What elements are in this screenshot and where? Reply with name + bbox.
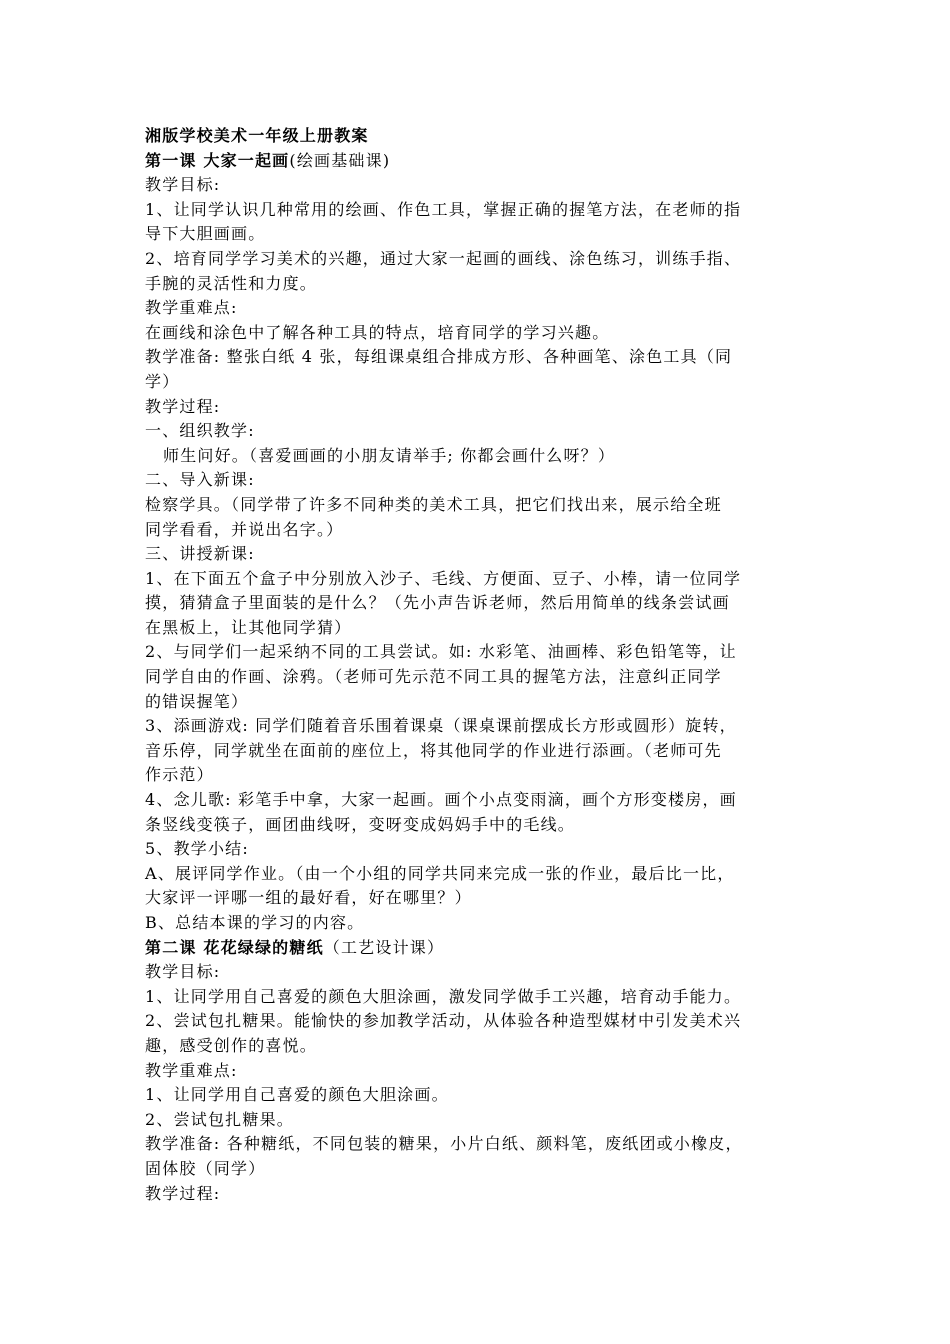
lesson1-heading-suffix: (绘画基础课) [289,150,391,170]
text-line: 1、在下面五个盒子中分别放入沙子、毛线、方便面、豆子、小棒，请一位同学 [145,568,742,588]
text-line: 教学过程: [145,396,221,416]
text-line: 固体胶（同学） [145,1158,266,1178]
text-line: 在画线和涂色中了解各种工具的特点，培育同学的学习兴趣。 [145,322,610,342]
text-line: A、展评同学作业。（由一个小组的同学共同来完成一张的作业，最后比一比， [145,863,735,883]
text-line: 教学过程: [145,1183,221,1203]
text-line: 大家评一评哪一组的最好看，好在哪里？） [145,888,472,908]
text-line: 在黑板上，让其他同学猜） [145,617,352,637]
text-line: 2、尝试包扎糖果。能愉快的参加教学活动，从体验各种造型媒材中引发美术兴 [145,1011,742,1031]
text-line: 2、与同学们一起采纳不同的工具尝试。如: 水彩笔、油画棒、彩色铅笔等，让 [145,642,737,662]
text-line: 师生问好。（喜爱画画的小朋友请举手; 你都会画什么呀？） [163,445,616,465]
text-line: 3、添画游戏: 同学们随着音乐围着课桌（课桌课前摆成长方形或圆形）旋转， [145,716,737,736]
lesson1-heading-line [145,149,807,174]
text-line: 同学看看，并说出名字。） [145,519,344,539]
text-line: 1、让同学认识几种常用的绘画、作色工具，掌握正确的握笔方法，在老师的指 [145,199,742,219]
text-line: 学） [145,371,180,391]
lesson2-heading-line [145,936,807,961]
document-page [145,124,807,1206]
text-line: 5、教学小结: [145,839,249,859]
text-line: 一、组织教学: [145,421,255,441]
text-line: 音乐停，同学就坐在面前的座位上，将其他同学的作业进行添画。（老师可先 [145,740,722,760]
text-line: B、总结本课的学习的内容。 [145,913,365,932]
text-line: 教学准备: 各种糖纸，不同包装的糖果，小片白纸、颜料笔，废纸团或小橡皮， [145,1134,743,1154]
text-line: 教学目标: [145,962,221,982]
lesson1-heading: 第一课 大家一起画 [145,150,290,170]
text-line: 1、让同学用自己喜爱的颜色大胆涂画。 [145,1085,449,1105]
text-line: 教学重难点: [145,1060,238,1080]
document-title: 湘版学校美术一年级上册教案 [145,126,369,145]
text-line: 教学重难点: [145,298,238,318]
text-line: 1、让同学用自己喜爱的颜色大胆涂画，激发同学做手工兴趣，培育动手能力。 [145,986,742,1006]
text-line: 教学目标: [145,175,221,195]
text-line: 导下大胆画画。 [145,224,266,244]
text-line: 作示范） [145,765,214,785]
text-line: 教学准备: 整张白纸 4 张，每组课桌组合排成方形、各种画笔、涂色工具（同 [145,347,733,367]
text-line: 检察学具。（同学带了许多不同种类的美术工具，把它们找出来，展示给全班 [145,494,722,514]
lesson2-heading: 第二课 花花绿绿的糖纸 [145,937,324,957]
text-line: 三、讲授新课: [145,544,255,564]
text-line: 4、念儿歌: 彩笔手中拿，大家一起画。画个小点变雨滴，画个方形变楼房，画 [145,790,737,810]
text-line: 二、导入新课: [145,470,255,490]
text-line: 的错误握笔） [145,691,249,711]
text-line: 2、尝试包扎糖果。 [145,1109,294,1129]
text-line: 趣，感受创作的喜悦。 [145,1035,318,1055]
text-line: 手腕的灵活性和力度。 [145,273,318,293]
lesson2-heading-suffix: （工艺设计课） [323,937,445,957]
text-line: 条竖线变筷子，画团曲线呀，变呀变成妈妈手中的毛线。 [145,814,576,834]
text-line: 2、培育同学学习美术的兴趣，通过大家一起画的画线、涂色练习，训练手指、 [145,248,742,268]
text-line: 摸，猜猜盒子里面装的是什么？（先小声告诉老师，然后用简单的线条尝试画 [145,593,730,613]
text-line: 同学自由的作画、涂鸦。（老师可先示范不同工具的握笔方法，注意纠正同学 [145,667,722,687]
